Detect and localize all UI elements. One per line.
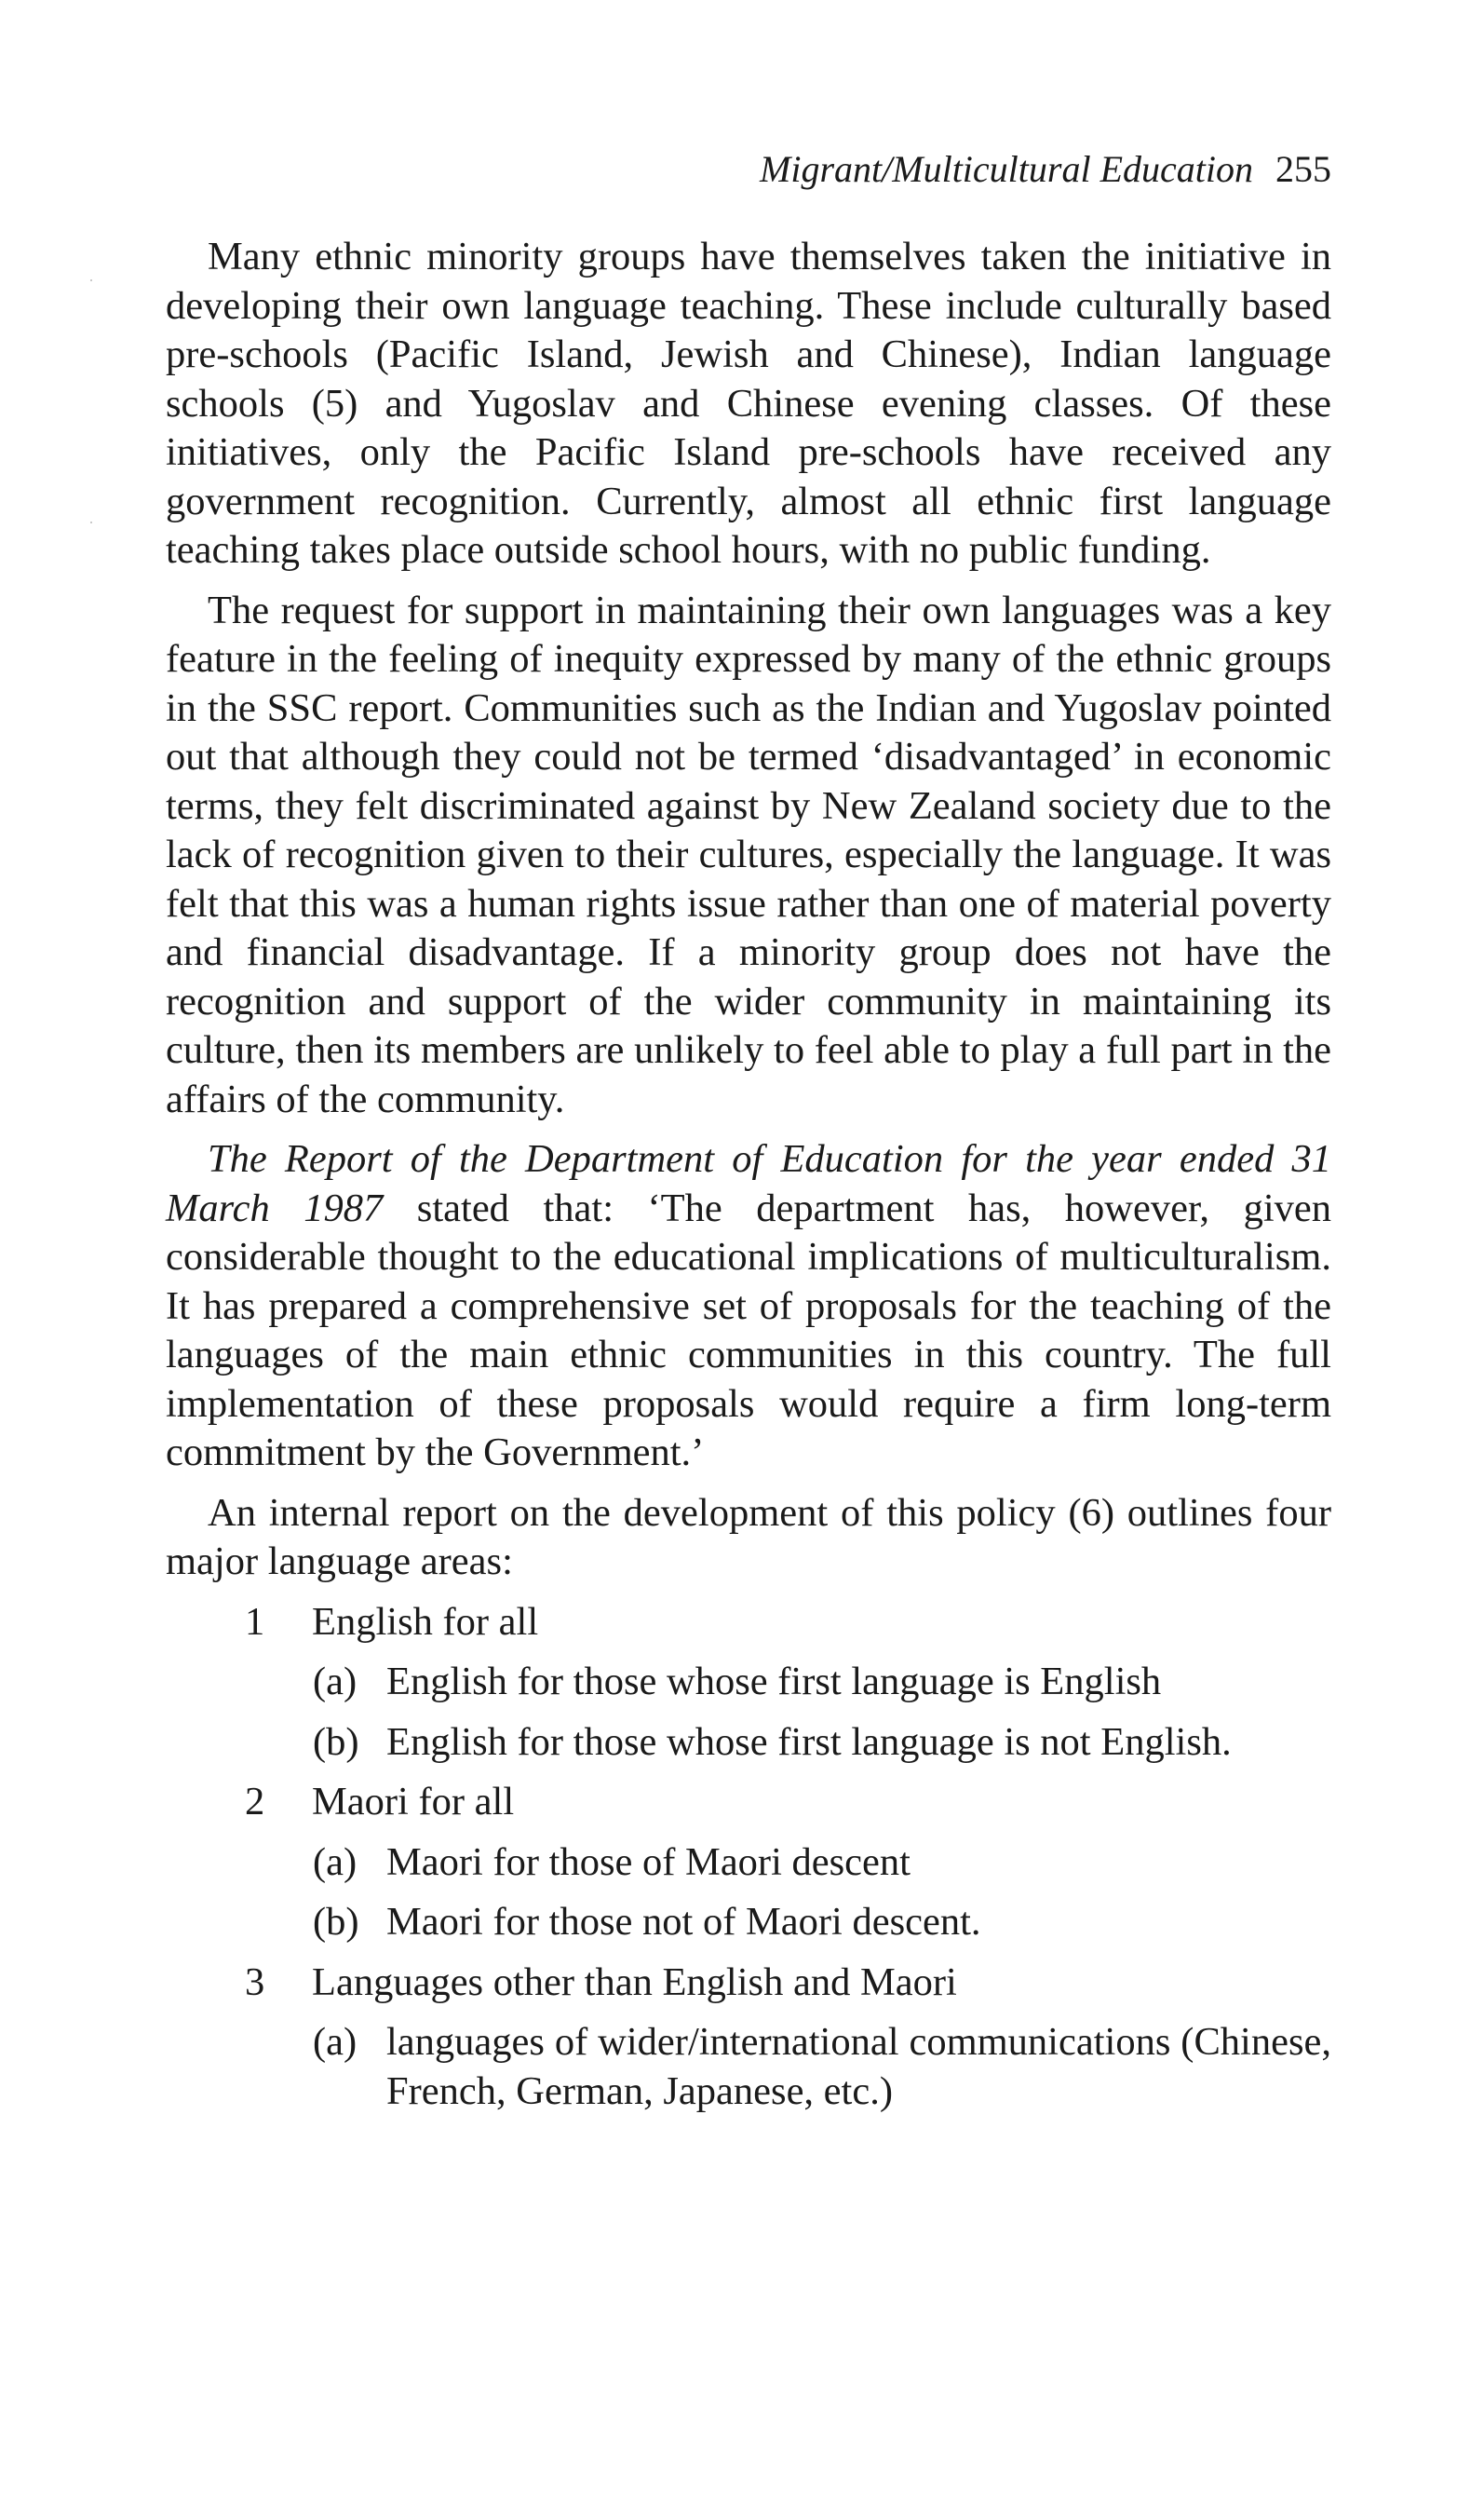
running-header — [760, 147, 1331, 192]
sub-list-text: English for those whose first language is not English. — [386, 1719, 1232, 1764]
list-number: 1 — [245, 1599, 265, 1644]
list-number: 3 — [245, 1959, 265, 2004]
sub-list-text: languages of wider/international communications (Chinese, French, German, Japanese, etc.) — [386, 2020, 1331, 2113]
paragraph — [166, 233, 1331, 576]
page-number: 255 — [1275, 148, 1331, 190]
body-text — [166, 233, 1331, 2127]
sub-list-item — [166, 1658, 1331, 1707]
paragraph — [166, 1489, 1331, 1587]
paragraph — [166, 1135, 1331, 1478]
paragraph-text: An internal report on the development of this policy (6) outlines four major language areas: — [166, 1490, 1331, 1583]
language-areas-list — [166, 1598, 1331, 2117]
sub-list-item — [166, 2018, 1331, 2116]
list-label: Maori for all — [312, 1780, 515, 1823]
list-label: English for all — [312, 1599, 539, 1644]
list-label: Languages other than English and Maori — [312, 1959, 957, 2004]
margin-speck — [90, 279, 92, 281]
paragraph — [166, 587, 1331, 1125]
sub-list-text: English for those whose first language is English — [386, 1660, 1162, 1703]
list-item — [166, 1598, 1331, 1647]
sub-list-item — [166, 1718, 1331, 1768]
paragraph-text: Many ethnic minority groups have themselves taken the initiative in developing their own language teaching. These include culturally based pre-schools (Pacific Island, Jewish and Chinese), Indian language schools (5) and Yugoslav and Chinese evening classes. Of these initiatives, only the Pacific Island pre-schools have received any government recognition. Currently, almost all ethnic first language teaching takes place outside school hours, with no public funding. — [166, 235, 1331, 572]
running-title: Migrant/Multicultural Education — [760, 148, 1253, 190]
sub-list-text: Maori for those not of Maori descent. — [386, 1900, 981, 1944]
sub-list-item — [166, 1838, 1331, 1888]
list-number: 2 — [245, 1780, 265, 1823]
sub-list-letter: (a) — [313, 1839, 358, 1884]
margin-speck — [90, 522, 92, 523]
sub-list-letter: (a) — [313, 1660, 358, 1703]
sub-list-letter: (a) — [313, 2020, 358, 2064]
list-item — [166, 1959, 1331, 2008]
sub-list-letter: (b) — [313, 1900, 359, 1944]
report-title: The Report of the Department of Education for the year ended 31 March 1987 — [166, 1137, 1331, 1230]
list-item — [166, 1778, 1331, 1827]
sub-list-item — [166, 1898, 1331, 1947]
paragraph-text: The request for support in maintaining their own languages was a key feature in the feeling of inequity expressed by many of the ethnic groups in the SSC report. Communities such as the Indian and Yugoslav pointed out that although they could not be termed ‘disadvantaged’ in economic terms, they felt discriminated against by New Zealand society due to the lack of recognition given to their cultures, especially the language. It was felt that this was a human rights issue rather than one of material poverty and financial disadvantage. If a minority group does not have the recognition and support of the wider community in maintaining its culture, then its members are unlikely to feel able to play a full part in the affairs of the community. — [166, 588, 1331, 1121]
sub-list-text: Maori for those of Maori descent — [386, 1839, 911, 1884]
sub-list-letter: (b) — [313, 1719, 359, 1764]
paragraph-text: stated that: ‘The department has, however, given considerable thought to the educational implications of multiculturalism. It has prepared a comprehensive set of proposals for the teaching of the languages of the main ethnic communities in this country. The full implementation of these proposals would require a firm long-term commitment by the Government.’ — [166, 1186, 1331, 1474]
